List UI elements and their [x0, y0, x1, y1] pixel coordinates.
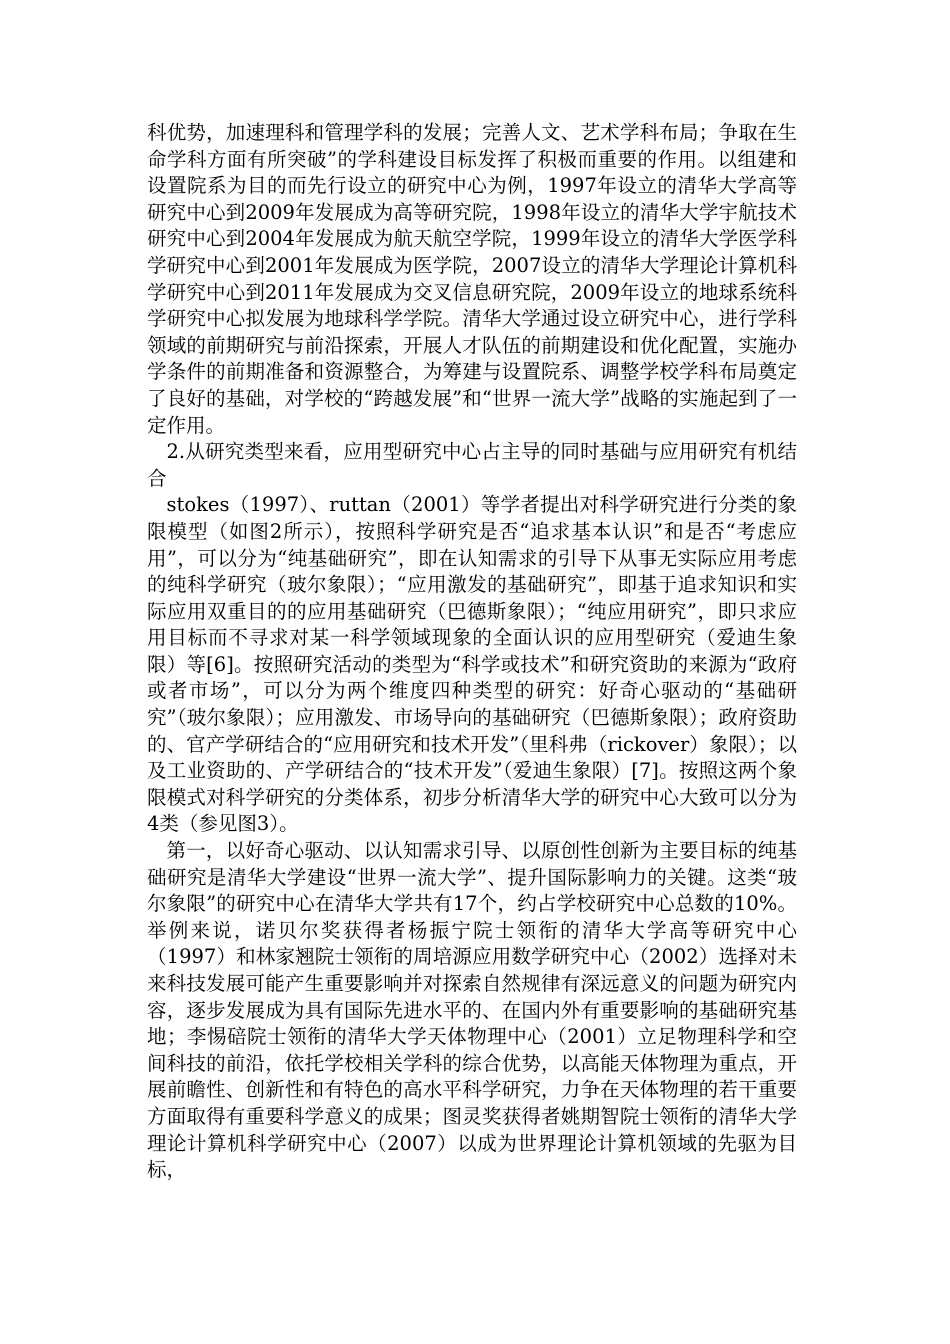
- document-body: [147, 120, 797, 1184]
- paragraph-bohr-quadrant: 第一，以好奇心驱动、以认知需求引导、以原创性创新为主要目标的纯基础研究是清华大学建设“世界一流大学”、提升国际影响力的关键。这类“玻尔象限”的研究中心在清华大学共有17个，约占学校研究中心总数的10%。举例来说，诺贝尔奖获得者杨振宁院士领衔的清华大学高等研究中心（1997）和林家翘院士领衔的周培源应用数学研究中心（2002）选择对未来科技发展可能产生重要影响并对探索自然规律有深远意义的问题为研究内容，逐步发展成为具有国际先进水平的、在国内外有重要影响的基础研究基地；李惕碚院士领衔的清华大学天体物理中心（2001）立足物理科学和空间科技的前沿，依托学校相关学科的综合优势，以高能天体物理为重点，开展前瞻性、创新性和有特色的高水平科学研究，力争在天体物理的若干重要方面取得有重要科学意义的成果；图灵奖获得者姚期智院士领衔的清华大学理论计算机科学研究中心（2007）以成为世界理论计算机领域的先驱为目标，: [147, 839, 797, 1182]
- paragraph-quadrant-model: stokes（1997）、ruttan（2001）等学者提出对科学研究进行分类的象限模型（如图2所示），按照科学研究是否“追求基本认识”和是否“考虑应用”，可以分为“纯基础研究”，即在认知需求的引导下从事无实际应用考虑的纯科学研究（玻尔象限）；“应用激发的基础研究”，即基于追求知识和实际应用双重目的的应用基础研究（巴德斯象限）；“纯应用研究”，即只求应用目标而不寻求对某一科学领域现象的全面认识的应用型研究（爱迪生象限）等[6]。按照研究活动的类型为“科学或技术”和研究资助的来源为“政府或者市场”，可以分为两个维度四种类型的研究：好奇心驱动的“基础研究”（玻尔象限）；应用激发、市场导向的基础研究（巴德斯象限）；政府资助的、官产学研结合的“应用研究和技术开发”（里科弗（rickover）象限）；以及工业资助的、产学研结合的“技术开发”（爱迪生象限）[7]。按照这两个象限模式对科学研究的分类体系，初步分析清华大学的研究中心大致可以分为4类（参见图3）。: [147, 493, 797, 836]
- paragraph-discipline-building: 科优势，加速理科和管理学科的发展；完善人文、艺术学科布局；争取在生命学科方面有所突破”的学科建设目标发挥了积极而重要的作用。以组建和设置院系为目的而先行设立的研究中心为例，1997年设立的清华大学高等研究中心到2009年发展成为高等研究院，1998年设立的清华大学宇航技术研究中心到2004年发展成为航天航空学院，1999年设立的清华大学医学科学研究中心到2001年发展成为医学院，2007设立的清华大学理论计算机科学研究中心到2011年发展成为交叉信息研究院，2009年设立的地球系统科学研究中心拟发展为地球科学学院。清华大学通过设立研究中心，进行学科领域的前期研究与前沿探索，开展人才队伍的前期建设和优化配置，实施办学条件的前期准备和资源整合，为筹建与设置院系、调整学校学科布局奠定了良好的基础，对学校的“跨越发展”和“世界一流大学”战略的实施起到了一定作用。: [147, 121, 797, 437]
- section-heading-research-type: 2.从研究类型来看，应用型研究中心占主导的同时基础与应用研究有机结合: [147, 440, 797, 490]
